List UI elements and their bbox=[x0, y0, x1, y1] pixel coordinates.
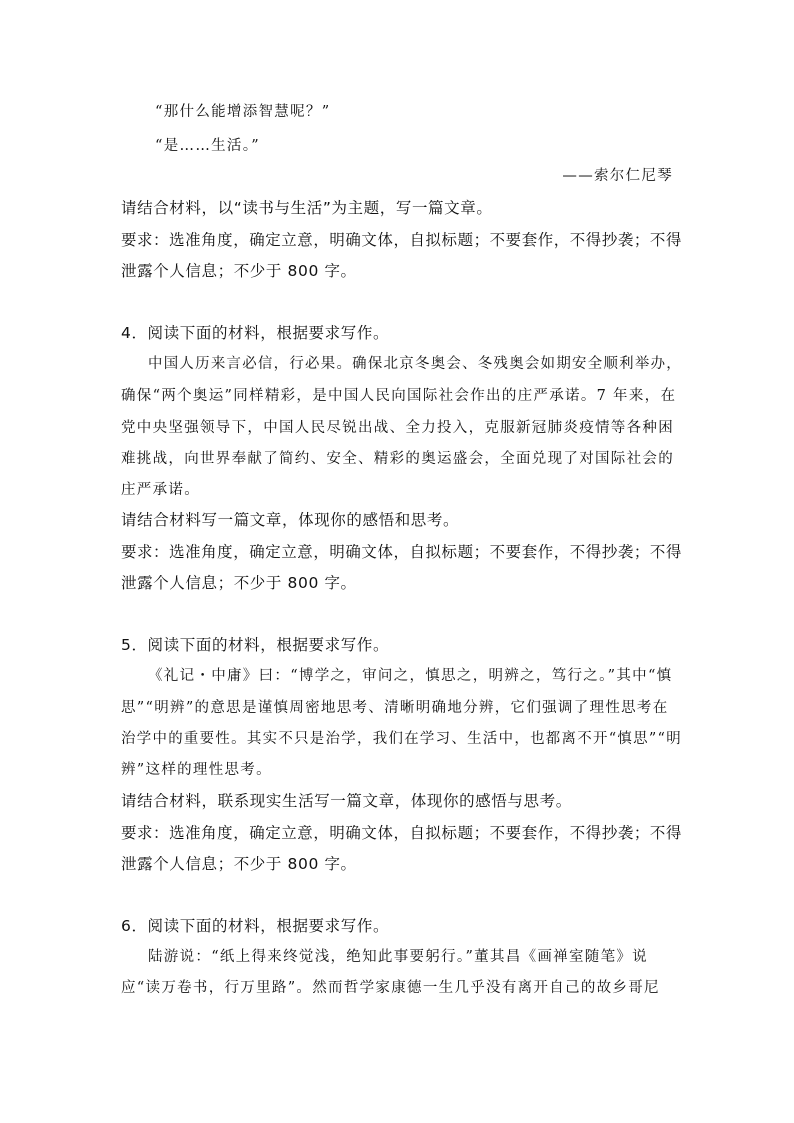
q5-material-line-1: 《礼记・中庸》曰：“博学之，审问之，慎思之，明辨之，笃行之。”其中“慎 bbox=[148, 668, 673, 684]
q4-heading: 4．阅读下面的材料，根据要求写作。 bbox=[121, 324, 390, 342]
q3-requirement-line-2: 泄露个人信息；不少于 800 字。 bbox=[121, 262, 357, 280]
q4-material-line-1: 中国人历来言必信，行必果。确保北京冬奥会、冬残奥会如期安全顺利举办， bbox=[148, 356, 682, 372]
q4-requirement-line-1: 要求：选准角度，确定立意，明确文体，自拟标题；不要套作，不得抄袭；不得 bbox=[121, 543, 682, 561]
q5-requirement-line-2: 泄露个人信息；不少于 800 字。 bbox=[121, 855, 357, 873]
q5-task: 请结合材料，联系现实生活写一篇文章，体现你的感悟与思考。 bbox=[121, 792, 572, 810]
q5-material-line-3: 治学中的重要性。其实不只是治学，我们在学习、生活中，也都离不开“慎思”“明 bbox=[121, 731, 682, 747]
q5-material-line-4: 辨”这样的理性思考。 bbox=[121, 762, 272, 778]
q4-material-line-3: 党中央坚强领导下，中国人民尽锐出战、全力投入，克服新冠肺炎疫情等各种困 bbox=[121, 420, 674, 436]
quote-line-1: “那什么能增添智慧呢？” bbox=[155, 104, 331, 120]
quote-line-2: “是……生活。” bbox=[155, 138, 260, 154]
q5-heading: 5．阅读下面的材料，根据要求写作。 bbox=[121, 636, 390, 654]
q4-task: 请结合材料写一篇文章，体现你的感悟和思考。 bbox=[121, 511, 460, 529]
quote-attribution: ——索尔仁尼琴 bbox=[562, 168, 673, 184]
q5-material-line-2: 思”“明辨”的意思是谨慎周密地思考、清晰明确地分辨，它们强调了理性思考在 bbox=[121, 700, 669, 716]
q4-requirement-line-2: 泄露个人信息；不少于 800 字。 bbox=[121, 574, 357, 592]
q5-requirement-line-1: 要求：选准角度，确定立意，明确文体，自拟标题；不要套作，不得抄袭；不得 bbox=[121, 824, 682, 842]
q3-requirement-line-1: 要求：选准角度，确定立意，明确文体，自拟标题；不要套作，不得抄袭；不得 bbox=[121, 231, 682, 249]
q6-material-line-1: 陆游说：“纸上得来终觉浅，绝知此事要躬行。”董其昌《画禅室随笔》说 bbox=[148, 949, 648, 965]
q6-material-line-2: 应“读万卷书，行万里路”。然而哲学家康德一生几乎没有离开自己的故乡哥尼 bbox=[121, 980, 660, 996]
q4-material-line-5: 庄严承诺。 bbox=[121, 482, 200, 498]
q4-material-line-2: 确保“两个奥运”同样精彩，是中国人民向国际社会作出的庄严承诺。7 年来，在 bbox=[121, 388, 677, 404]
q3-task: 请结合材料，以“读书与生活”为主题，写一篇文章。 bbox=[121, 199, 493, 217]
q4-material-line-4: 难挑战，向世界奉献了简约、安全、精彩的奥运盛会，全面兑现了对国际社会的 bbox=[121, 451, 674, 467]
q6-heading: 6．阅读下面的材料，根据要求写作。 bbox=[121, 917, 390, 935]
